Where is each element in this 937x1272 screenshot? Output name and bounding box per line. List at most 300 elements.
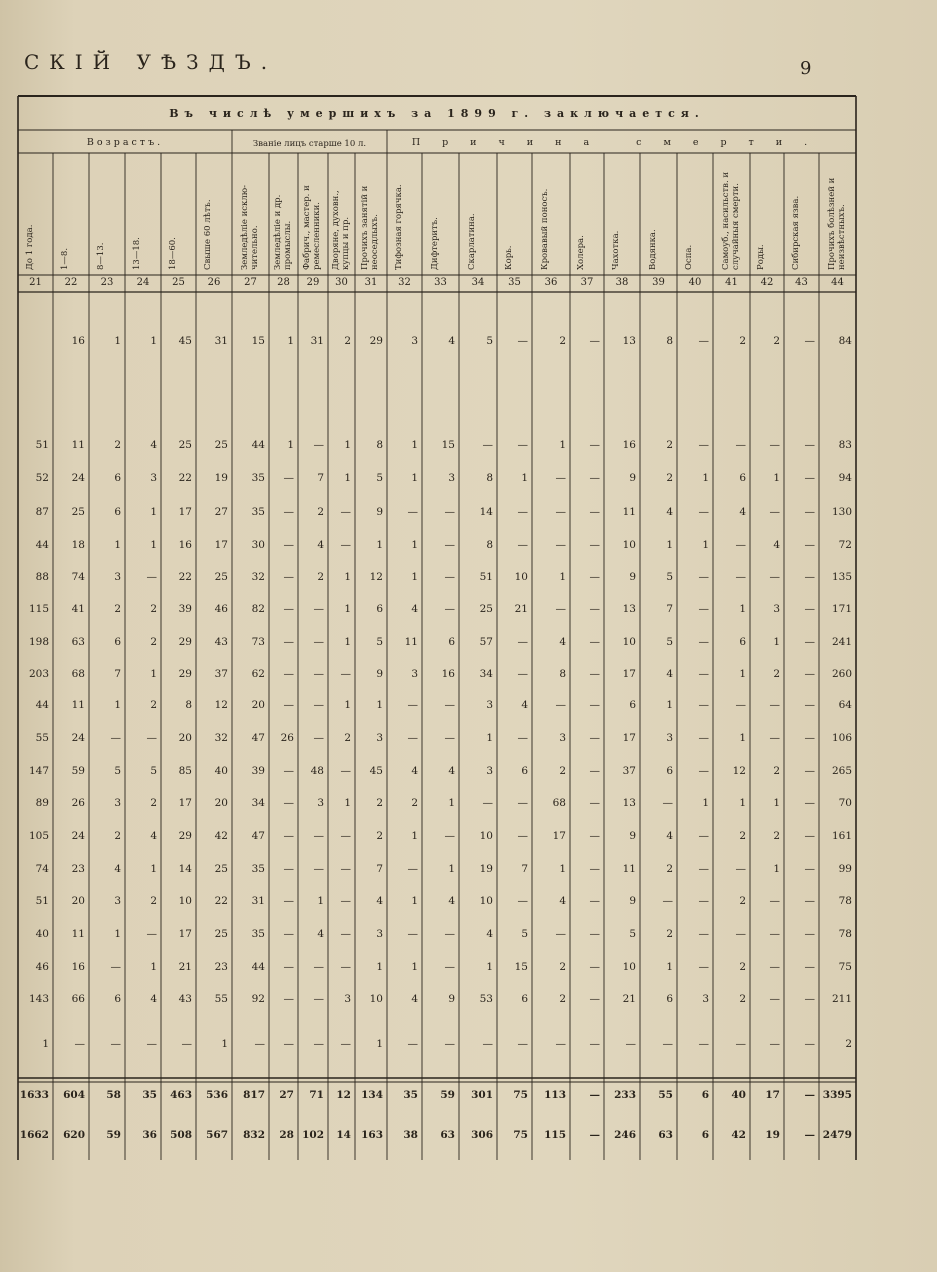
- rows-cell: —: [110, 961, 121, 973]
- rows-cell: —: [313, 668, 324, 680]
- rows-cell: —: [769, 1038, 780, 1050]
- rows-cell: 24: [71, 830, 85, 842]
- rows-cell: 68: [71, 668, 85, 680]
- rows-cell: —: [769, 895, 780, 907]
- rows-cell: 1: [344, 603, 351, 615]
- rows-cell: 265: [831, 765, 852, 777]
- rows-cell: —: [589, 636, 600, 648]
- rows-cell: 17: [178, 797, 192, 809]
- totals-cell: 604: [63, 1089, 85, 1101]
- rows-cell: 3: [376, 928, 383, 940]
- rows-cell: 9: [629, 472, 636, 484]
- column-header-44: Прочихъ болѣзней и неизвѣстныхъ.: [826, 177, 847, 270]
- rows-cell: 82: [251, 603, 265, 615]
- rows-cell: —: [146, 928, 157, 940]
- rows-cell: 8: [666, 335, 673, 347]
- rows-cell: 51: [35, 439, 49, 451]
- rows-cell: 1: [150, 961, 157, 973]
- rows-cell: —: [804, 699, 815, 711]
- rows-cell: —: [517, 797, 528, 809]
- rows-cell: 2: [739, 961, 746, 973]
- rows-cell: —: [313, 636, 324, 648]
- rows-cell: —: [444, 732, 455, 744]
- column-header-30: Дворяне, духовн., купцы и пр.: [330, 190, 351, 270]
- rows-cell: —: [804, 732, 815, 744]
- rows-cell: 4: [559, 895, 566, 907]
- rows-cell: 1: [486, 732, 493, 744]
- rows-cell: —: [769, 928, 780, 940]
- rows-cell: 6: [739, 472, 746, 484]
- rows-cell: —: [698, 732, 709, 744]
- totals-cell: —: [589, 1089, 600, 1101]
- rows-cell: 6: [114, 472, 121, 484]
- rows-cell: —: [110, 732, 121, 744]
- rows-cell: 51: [479, 571, 493, 583]
- rows-cell: —: [444, 928, 455, 940]
- rows-cell: 1: [411, 571, 418, 583]
- rows-cell: —: [555, 539, 566, 551]
- rows-cell: 12: [369, 571, 383, 583]
- rows-cell: 6: [666, 765, 673, 777]
- totals-cell: 59: [440, 1089, 455, 1101]
- rows-cell: 1: [344, 571, 351, 583]
- rows-cell: 1: [486, 961, 493, 973]
- rows-cell: 1: [150, 863, 157, 875]
- column-number-44: 44: [831, 277, 844, 288]
- rows-cell: —: [589, 668, 600, 680]
- rows-cell: 43: [214, 636, 228, 648]
- rows-cell: 8: [376, 439, 383, 451]
- rows-cell: —: [804, 472, 815, 484]
- rows-cell: 1: [344, 636, 351, 648]
- rows-cell: 2: [666, 472, 673, 484]
- rows-cell: 3: [411, 335, 418, 347]
- rows-cell: 55: [214, 993, 228, 1005]
- column-header-37: Холера.: [576, 235, 586, 270]
- rows-cell: 2: [114, 603, 121, 615]
- rows-cell: —: [283, 863, 294, 875]
- totals-cell: —: [804, 1129, 815, 1141]
- rows-cell: —: [589, 699, 600, 711]
- rows-cell: 130: [831, 506, 852, 518]
- column-header-28: Земледѣліе и др. промыслы.: [272, 194, 293, 270]
- rows-cell: 3: [411, 668, 418, 680]
- district-title: СКІЙ УѢЗДЪ.: [24, 50, 278, 74]
- rows-cell: 45: [369, 765, 383, 777]
- rows-cell: 2: [739, 993, 746, 1005]
- rows-cell: —: [698, 961, 709, 973]
- rows-cell: —: [698, 668, 709, 680]
- totals-cell: 17: [765, 1089, 780, 1101]
- totals-cell: 6: [701, 1129, 709, 1141]
- rows-cell: 2: [845, 1038, 852, 1050]
- rows-cell: 62: [251, 668, 265, 680]
- rows-cell: —: [804, 765, 815, 777]
- rows-cell: 3: [448, 472, 455, 484]
- rows-cell: —: [662, 797, 673, 809]
- rows-cell: —: [407, 732, 418, 744]
- rows-cell: 260: [831, 668, 852, 680]
- rows-cell: —: [444, 1038, 455, 1050]
- totals-cell: 102: [302, 1129, 324, 1141]
- rows-cell: —: [407, 928, 418, 940]
- rows-cell: 16: [71, 335, 85, 347]
- rows-cell: 11: [622, 863, 636, 875]
- column-number-25: 25: [172, 277, 185, 288]
- rows-cell: 43: [178, 993, 192, 1005]
- rows-cell: 5: [666, 636, 673, 648]
- rows-cell: 78: [838, 895, 852, 907]
- rows-cell: 84: [838, 335, 852, 347]
- rows-cell: 6: [521, 993, 528, 1005]
- rows-cell: 9: [629, 830, 636, 842]
- rows-cell: 115: [28, 603, 49, 615]
- column-header-23: 8—13.: [96, 242, 106, 270]
- rows-cell: 2: [559, 765, 566, 777]
- rows-cell: —: [283, 699, 294, 711]
- rows-cell: 1: [344, 797, 351, 809]
- rows-cell: 20: [178, 732, 192, 744]
- rows-cell: 203: [28, 668, 49, 680]
- rows-cell: 2: [317, 571, 324, 583]
- rows-cell: —: [340, 928, 351, 940]
- rows-cell: 83: [838, 439, 852, 451]
- rows-cell: —: [698, 571, 709, 583]
- rows-cell: 171: [831, 603, 852, 615]
- rows-cell: —: [444, 830, 455, 842]
- rows-cell: 9: [376, 506, 383, 518]
- column-number-36: 36: [544, 277, 558, 288]
- rows-cell: —: [662, 895, 673, 907]
- rows-cell: —: [146, 1038, 157, 1050]
- totals-cell: —: [589, 1129, 600, 1141]
- rows-cell: 10: [622, 961, 636, 973]
- rows-cell: 1: [150, 506, 157, 518]
- column-header-26: Свыше 60 лѣтъ.: [203, 199, 213, 270]
- rows-cell: —: [407, 699, 418, 711]
- rows-cell: 3: [486, 699, 493, 711]
- rows-cell: 2: [666, 439, 673, 451]
- rows-cell: 4: [448, 895, 455, 907]
- rows-cell: 2: [559, 993, 566, 1005]
- rows-cell: 25: [479, 603, 493, 615]
- column-number-27: 27: [244, 277, 257, 288]
- rows-cell: —: [313, 439, 324, 451]
- totals-cell: 1662: [19, 1129, 49, 1141]
- rows-cell: —: [340, 1038, 351, 1050]
- rows-cell: 3: [114, 571, 121, 583]
- rows-cell: 34: [479, 668, 493, 680]
- rows-cell: 25: [214, 928, 228, 940]
- rows-cell: 20: [214, 797, 228, 809]
- rows-cell: —: [698, 506, 709, 518]
- rows-cell: 12: [732, 765, 746, 777]
- column-number-37: 37: [580, 277, 594, 288]
- rows-cell: 29: [178, 668, 192, 680]
- rows-cell: 32: [214, 732, 228, 744]
- totals-cell: 71: [309, 1089, 324, 1101]
- rows-cell: —: [482, 797, 493, 809]
- rows-cell: 89: [35, 797, 49, 809]
- rows-cell: 9: [629, 571, 636, 583]
- rows-cell: —: [444, 506, 455, 518]
- rows-cell: 9: [376, 668, 383, 680]
- rows-cell: —: [804, 539, 815, 551]
- rows-cell: —: [769, 732, 780, 744]
- rows-cell: 78: [838, 928, 852, 940]
- rows-cell: —: [517, 830, 528, 842]
- rows-cell: 10: [479, 830, 493, 842]
- totals-cell: 38: [403, 1129, 418, 1141]
- column-header-42: Роды.: [756, 244, 766, 270]
- rows-cell: —: [444, 571, 455, 583]
- rows-cell: 1: [739, 797, 746, 809]
- rows-cell: 1: [666, 539, 673, 551]
- rows-cell: 48: [310, 765, 324, 777]
- rows-cell: 21: [514, 603, 528, 615]
- rows-cell: 4: [114, 863, 121, 875]
- rows-cell: 1: [773, 472, 780, 484]
- rows-cell: 64: [838, 699, 852, 711]
- column-number-34: 34: [471, 277, 485, 288]
- rows-cell: —: [340, 668, 351, 680]
- rows-cell: —: [407, 863, 418, 875]
- rows-cell: 2: [773, 765, 780, 777]
- rows-cell: 4: [150, 439, 157, 451]
- rows-cell: 11: [71, 439, 85, 451]
- rows-cell: 1: [344, 472, 351, 484]
- rows-cell: 88: [35, 571, 49, 583]
- rows-cell: —: [340, 895, 351, 907]
- rows-cell: 1: [702, 539, 709, 551]
- rows-cell: 13: [622, 797, 636, 809]
- rows-cell: —: [589, 961, 600, 973]
- rows-cell: 17: [622, 732, 636, 744]
- rows-cell: 5: [150, 765, 157, 777]
- rows-cell: —: [735, 928, 746, 940]
- rows-cell: 31: [251, 895, 265, 907]
- rows-cell: 2: [773, 335, 780, 347]
- rows-cell: 4: [448, 335, 455, 347]
- column-number-21: 21: [29, 277, 42, 288]
- rows-cell: —: [769, 699, 780, 711]
- rows-cell: 34: [251, 797, 265, 809]
- rows-cell: 4: [317, 539, 324, 551]
- rows-cell: 1: [448, 863, 455, 875]
- rows-cell: 87: [35, 506, 49, 518]
- rows-cell: 2: [739, 830, 746, 842]
- table-banner: Въ числѣ умершихъ за 1899 г. заключается.: [169, 107, 705, 120]
- rows-cell: —: [74, 1038, 85, 1050]
- rows-cell: 17: [552, 830, 566, 842]
- rows-cell: 40: [214, 765, 228, 777]
- rows-cell: 1: [559, 863, 566, 875]
- rows-cell: —: [283, 1038, 294, 1050]
- rows-cell: 1: [739, 732, 746, 744]
- rows-cell: 9: [629, 895, 636, 907]
- rows-cell: 10: [622, 539, 636, 551]
- rows-cell: 1: [344, 699, 351, 711]
- rows-cell: —: [698, 765, 709, 777]
- rows-cell: 1: [376, 1038, 383, 1050]
- rows-cell: —: [340, 539, 351, 551]
- column-header-35: Корь.: [503, 245, 514, 270]
- totals-cell: 620: [63, 1129, 85, 1141]
- rows-cell: 2: [114, 439, 121, 451]
- rows-cell: —: [444, 603, 455, 615]
- rows-cell: —: [804, 1038, 815, 1050]
- totals-cell: 40: [731, 1089, 746, 1101]
- column-number-24: 24: [136, 277, 150, 288]
- rows-cell: 16: [178, 539, 192, 551]
- rows-cell: 1: [411, 539, 418, 551]
- rows-cell: 35: [251, 863, 265, 875]
- rows-cell: 59: [71, 765, 85, 777]
- rows-cell: 99: [838, 863, 852, 875]
- rows-cell: 3: [114, 797, 121, 809]
- rows-cell: 2: [344, 335, 351, 347]
- rows-cell: 68: [552, 797, 566, 809]
- rows-cell: 8: [559, 668, 566, 680]
- rows-cell: —: [769, 961, 780, 973]
- rows-cell: —: [482, 1038, 493, 1050]
- rows-cell: 1: [344, 439, 351, 451]
- rows-cell: 3: [773, 603, 780, 615]
- rows-cell: 5: [376, 472, 383, 484]
- rows-cell: 21: [622, 993, 636, 1005]
- rows-cell: 1: [411, 472, 418, 484]
- rows-cell: 7: [666, 603, 673, 615]
- rows-cell: 1: [42, 1038, 49, 1050]
- rows-cell: 16: [71, 961, 85, 973]
- rows-cell: 4: [486, 928, 493, 940]
- rows-cell: 2: [666, 928, 673, 940]
- rows-cell: 9: [448, 993, 455, 1005]
- column-header-38: Чахотка.: [611, 230, 621, 270]
- column-header-24: 13—18.: [132, 237, 142, 270]
- rows-cell: 20: [71, 895, 85, 907]
- rows-cell: 1: [411, 895, 418, 907]
- rows-cell: 17: [622, 668, 636, 680]
- rows-cell: 2: [114, 830, 121, 842]
- rows-cell: 35: [251, 472, 265, 484]
- rows-cell: 10: [369, 993, 383, 1005]
- rows-cell: —: [555, 472, 566, 484]
- rows-cell: 5: [521, 928, 528, 940]
- rows-cell: —: [482, 439, 493, 451]
- rows-cell: —: [589, 765, 600, 777]
- rows-cell: 85: [178, 765, 192, 777]
- totals-cell: 817: [243, 1089, 265, 1101]
- rows-cell: 106: [831, 732, 852, 744]
- totals-cell: 2479: [822, 1129, 852, 1141]
- rows-cell: 1: [666, 961, 673, 973]
- rows-cell: —: [283, 928, 294, 940]
- rows-cell: 19: [214, 472, 228, 484]
- rows-cell: 75: [838, 961, 852, 973]
- rows-cell: 7: [114, 668, 121, 680]
- rows-cell: 4: [411, 765, 418, 777]
- rows-cell: 4: [666, 830, 673, 842]
- rows-cell: —: [769, 571, 780, 583]
- rows-cell: —: [517, 335, 528, 347]
- rows-cell: 52: [35, 472, 49, 484]
- rows-cell: —: [517, 506, 528, 518]
- rows-cell: —: [517, 895, 528, 907]
- rows-cell: —: [804, 895, 815, 907]
- rows-cell: 23: [71, 863, 85, 875]
- rows-cell: —: [589, 830, 600, 842]
- column-number-31: 31: [364, 277, 378, 288]
- rows-cell: 2: [317, 506, 324, 518]
- rows-cell: —: [589, 1038, 600, 1050]
- column-header-36: Кровавый поносъ.: [540, 188, 550, 270]
- rows-cell: —: [555, 1038, 566, 1050]
- rows-cell: 55: [35, 732, 49, 744]
- rows-cell: 3: [559, 732, 566, 744]
- totals-cell: 42: [731, 1129, 746, 1141]
- rows-cell: —: [283, 993, 294, 1005]
- rows-cell: 17: [178, 928, 192, 940]
- rows-cell: 4: [773, 539, 780, 551]
- rows-cell: —: [340, 830, 351, 842]
- rows-cell: 4: [666, 668, 673, 680]
- rows-cell: 1: [114, 928, 121, 940]
- rows-cell: 1: [317, 895, 324, 907]
- rows-cell: 1: [114, 335, 121, 347]
- rows-cell: 4: [376, 895, 383, 907]
- column-header-32: Тифозная горячка.: [393, 184, 404, 270]
- rows-cell: 1: [150, 335, 157, 347]
- rows-cell: 10: [178, 895, 192, 907]
- rows-cell: —: [555, 928, 566, 940]
- rows-cell: —: [804, 961, 815, 973]
- rows-cell: 13: [622, 603, 636, 615]
- rows-cell: 1: [221, 1038, 228, 1050]
- rows-cell: 11: [71, 699, 85, 711]
- rows-cell: —: [517, 439, 528, 451]
- column-header-21: До 1 года.: [24, 224, 35, 270]
- column-number-29: 29: [306, 277, 320, 288]
- rows-cell: 1: [411, 830, 418, 842]
- rows-cell: —: [283, 472, 294, 484]
- rows-cell: 4: [317, 928, 324, 940]
- totals-cell: 246: [614, 1129, 636, 1141]
- rows-cell: —: [589, 335, 600, 347]
- column-header-31: Прочихъ занятій и неоседлыхъ.: [360, 185, 380, 270]
- rows-cell: —: [589, 571, 600, 583]
- rows-cell: 4: [150, 830, 157, 842]
- rows-cell: 14: [178, 863, 192, 875]
- rows-cell: 24: [71, 472, 85, 484]
- totals-cell: 1633: [19, 1089, 49, 1101]
- rows-cell: 40: [35, 928, 49, 940]
- column-number-40: 40: [688, 277, 702, 288]
- totals-cell: 19: [765, 1129, 780, 1141]
- rows-cell: 1: [559, 571, 566, 583]
- rows-cell: —: [283, 895, 294, 907]
- page-number: 9: [800, 58, 812, 79]
- rows-cell: 46: [35, 961, 49, 973]
- rows-cell: 1: [773, 636, 780, 648]
- rows-cell: 15: [251, 335, 265, 347]
- rows-cell: 5: [629, 928, 636, 940]
- rows-cell: 17: [178, 506, 192, 518]
- rows-cell: —: [589, 603, 600, 615]
- rows-cell: 1: [521, 472, 528, 484]
- rows-cell: 1: [702, 472, 709, 484]
- rows-cell: 4: [559, 636, 566, 648]
